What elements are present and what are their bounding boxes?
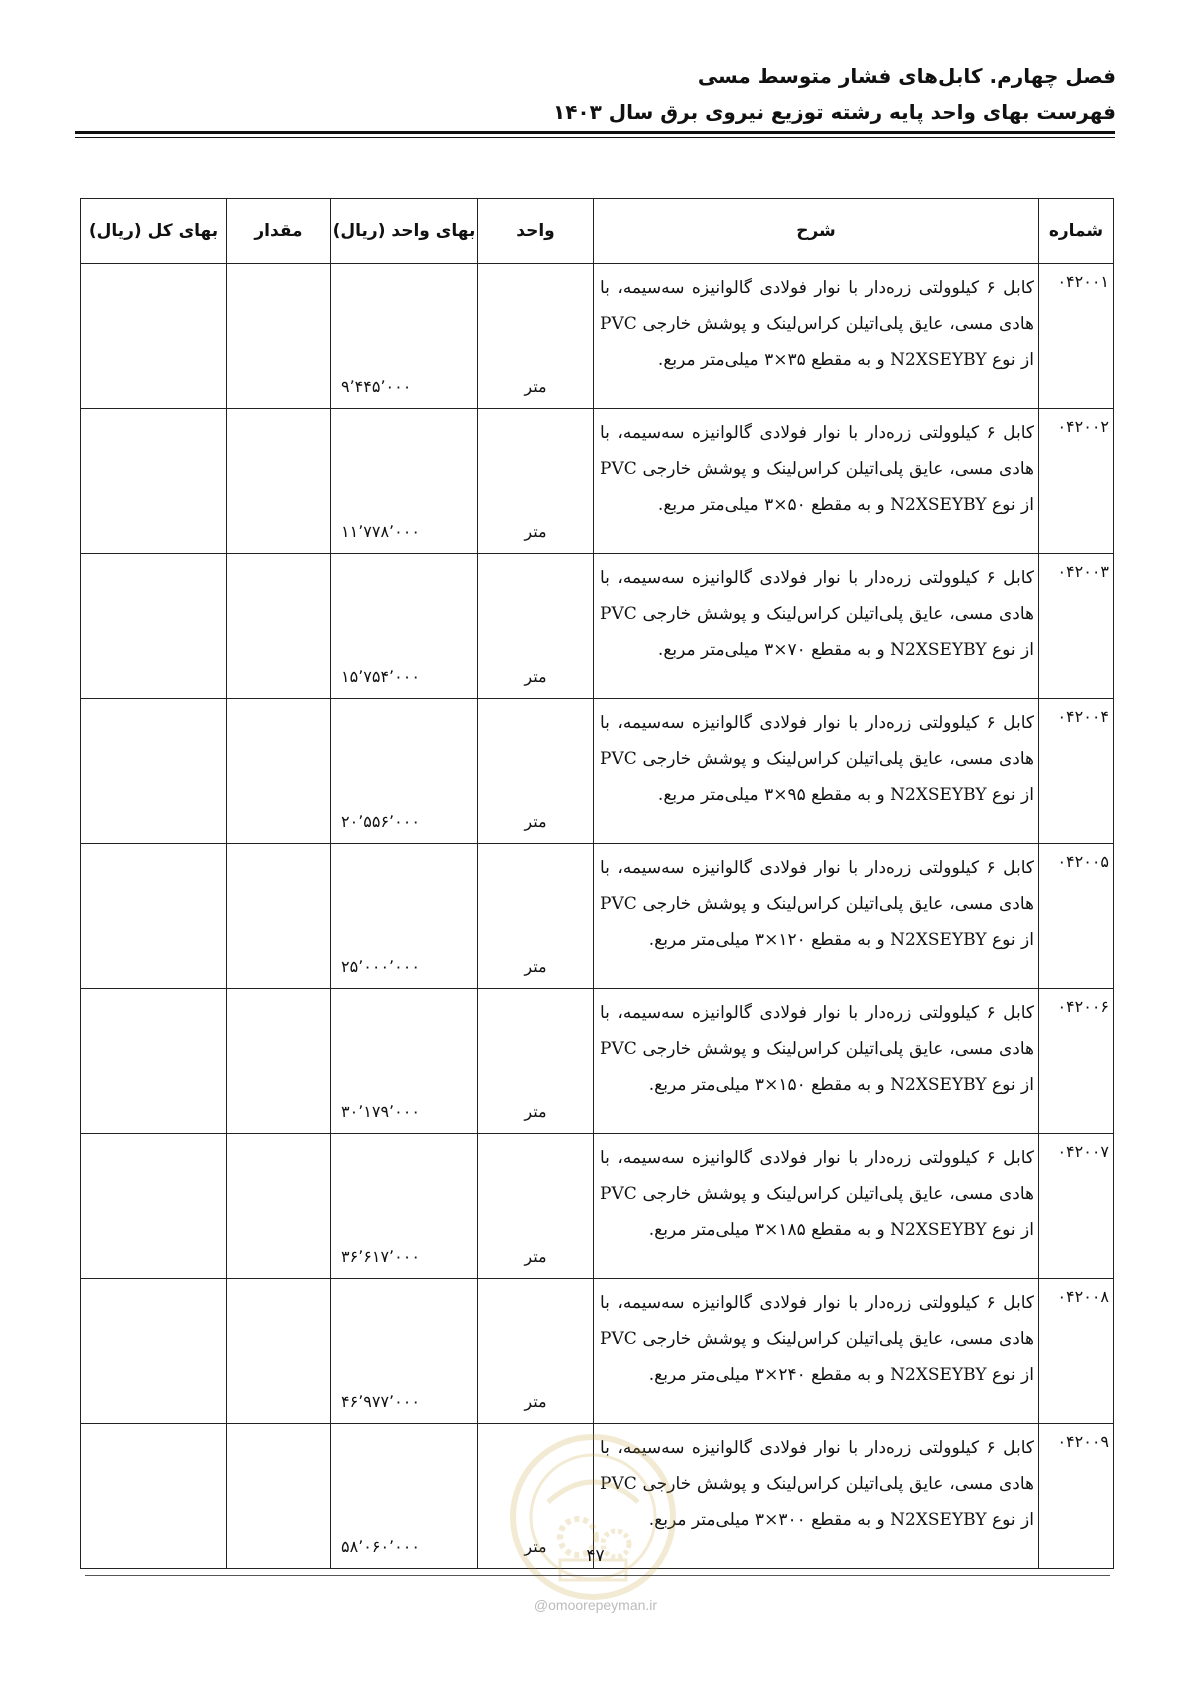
column-header-quantity: مقدار: [227, 199, 331, 264]
table-row: [81, 1279, 1114, 1424]
item-description: کابل ۶ کیلوولتی زره‌دار با نوار فولادی گالوانیزه سه‌سیمه، با هادی مسی، عایق پلی‌اتیلن کراس‌لینک و پوشش خارجی PVC از نوع N2XSEYBY و به مقطع ۳۵×۳ میلی‌متر مربع.: [594, 264, 1039, 409]
item-unit: متر: [478, 264, 594, 409]
table-row: [81, 264, 1114, 409]
item-quantity: [227, 554, 331, 699]
item-code: ۰۴۲۰۰۷: [1039, 1134, 1114, 1279]
item-unit-price: ۳۶٬۶۱۷٬۰۰۰: [331, 1134, 478, 1279]
item-total-price: [81, 264, 227, 409]
item-unit-price: ۱۵٬۷۵۴٬۰۰۰: [331, 554, 478, 699]
item-quantity: [227, 989, 331, 1134]
item-description: کابل ۶ کیلوولتی زره‌دار با نوار فولادی گالوانیزه سه‌سیمه، با هادی مسی، عایق پلی‌اتیلن کراس‌لینک و پوشش خارجی PVC از نوع N2XSEYBY و به مقطع ۳۰۰×۳ میلی‌متر مربع.: [594, 1424, 1039, 1569]
item-total-price: [81, 1134, 227, 1279]
item-unit-price: ۱۱٬۷۷۸٬۰۰۰: [331, 409, 478, 554]
item-quantity: [227, 844, 331, 989]
column-header-description: شرح: [594, 199, 1039, 264]
item-description: کابل ۶ کیلوولتی زره‌دار با نوار فولادی گالوانیزه سه‌سیمه، با هادی مسی، عایق پلی‌اتیلن کراس‌لینک و پوشش خارجی PVC از نوع N2XSEYBY و به مقطع ۱۵۰×۳ میلی‌متر مربع.: [594, 989, 1039, 1134]
item-quantity: [227, 1279, 331, 1424]
table-row: [81, 409, 1114, 554]
item-unit: متر: [478, 409, 594, 554]
item-description: کابل ۶ کیلوولتی زره‌دار با نوار فولادی گالوانیزه سه‌سیمه، با هادی مسی، عایق پلی‌اتیلن کراس‌لینک و پوشش خارجی PVC از نوع N2XSEYBY و به مقطع ۲۴۰×۳ میلی‌متر مربع.: [594, 1279, 1039, 1424]
item-total-price: [81, 844, 227, 989]
item-code: ۰۴۲۰۰۳: [1039, 554, 1114, 699]
item-code: ۰۴۲۰۰۶: [1039, 989, 1114, 1134]
column-header-code: شماره: [1039, 199, 1114, 264]
table-row: [81, 554, 1114, 699]
page-number: ۴۷: [586, 1546, 605, 1566]
price-list-table: [80, 198, 1114, 1569]
item-code: ۰۴۲۰۰۱: [1039, 264, 1114, 409]
header-rule-thick: [75, 131, 1115, 134]
item-description: کابل ۶ کیلوولتی زره‌دار با نوار فولادی گالوانیزه سه‌سیمه، با هادی مسی، عایق پلی‌اتیلن کراس‌لینک و پوشش خارجی PVC از نوع N2XSEYBY و به مقطع ۹۵×۳ میلی‌متر مربع.: [594, 699, 1039, 844]
item-unit: متر: [478, 1279, 594, 1424]
item-description: کابل ۶ کیلوولتی زره‌دار با نوار فولادی گالوانیزه سه‌سیمه، با هادی مسی، عایق پلی‌اتیلن کراس‌لینک و پوشش خارجی PVC از نوع N2XSEYBY و به مقطع ۱۸۵×۳ میلی‌متر مربع.: [594, 1134, 1039, 1279]
item-unit-price: ۴۶٬۹۷۷٬۰۰۰: [331, 1279, 478, 1424]
item-unit-price: ۳۰٬۱۷۹٬۰۰۰: [331, 989, 478, 1134]
item-unit: متر: [478, 844, 594, 989]
table-row: [81, 989, 1114, 1134]
column-header-unit-price: بهای واحد (ریال): [331, 199, 478, 264]
item-description: کابل ۶ کیلوولتی زره‌دار با نوار فولادی گالوانیزه سه‌سیمه، با هادی مسی، عایق پلی‌اتیلن کراس‌لینک و پوشش خارجی PVC از نوع N2XSEYBY و به مقطع ۵۰×۳ میلی‌متر مربع.: [594, 409, 1039, 554]
item-unit-price: ۲۵٬۰۰۰٬۰۰۰: [331, 844, 478, 989]
footer-rule: [85, 1575, 1110, 1576]
item-total-price: [81, 554, 227, 699]
item-total-price: [81, 409, 227, 554]
table-row: [81, 1134, 1114, 1279]
item-description: کابل ۶ کیلوولتی زره‌دار با نوار فولادی گالوانیزه سه‌سیمه، با هادی مسی، عایق پلی‌اتیلن کراس‌لینک و پوشش خارجی PVC از نوع N2XSEYBY و به مقطع ۱۲۰×۳ میلی‌متر مربع.: [594, 844, 1039, 989]
document-title: فهرست بهای واحد پایه رشته توزیع نیروی برق سال ۱۴۰۳: [553, 100, 1116, 124]
item-unit: متر: [478, 1134, 594, 1279]
header-rule-thin: [75, 137, 1115, 138]
item-total-price: [81, 989, 227, 1134]
page-header: [76, 58, 1116, 130]
item-quantity: [227, 264, 331, 409]
item-description: کابل ۶ کیلوولتی زره‌دار با نوار فولادی گالوانیزه سه‌سیمه، با هادی مسی، عایق پلی‌اتیلن کراس‌لینک و پوشش خارجی PVC از نوع N2XSEYBY و به مقطع ۷۰×۳ میلی‌متر مربع.: [594, 554, 1039, 699]
table-body: [81, 264, 1114, 1569]
column-header-total-price: بهای کل (ریال): [81, 199, 227, 264]
item-quantity: [227, 409, 331, 554]
item-unit: متر: [478, 989, 594, 1134]
item-code: ۰۴۲۰۰۸: [1039, 1279, 1114, 1424]
chapter-title: فصل چهارم. کابل‌های فشار متوسط مسی: [697, 64, 1116, 88]
item-total-price: [81, 1279, 227, 1424]
item-quantity: [227, 1134, 331, 1279]
item-unit: متر: [478, 1424, 594, 1569]
table-row: [81, 844, 1114, 989]
item-code: ۰۴۲۰۰۴: [1039, 699, 1114, 844]
table-row: [81, 699, 1114, 844]
item-total-price: [81, 699, 227, 844]
item-unit: متر: [478, 554, 594, 699]
item-code: ۰۴۲۰۰۹: [1039, 1424, 1114, 1569]
table-header: [81, 199, 1114, 264]
item-unit: متر: [478, 699, 594, 844]
item-quantity: [227, 699, 331, 844]
watermark-url: @omoorepeyman.ir: [533, 1597, 658, 1613]
item-code: ۰۴۲۰۰۵: [1039, 844, 1114, 989]
item-unit-price: ۹٬۴۴۵٬۰۰۰: [331, 264, 478, 409]
column-header-unit: واحد: [478, 199, 594, 264]
item-code: ۰۴۲۰۰۲: [1039, 409, 1114, 554]
item-unit-price: ۵۸٬۰۶۰٬۰۰۰: [331, 1424, 478, 1569]
item-unit-price: ۲۰٬۵۵۶٬۰۰۰: [331, 699, 478, 844]
